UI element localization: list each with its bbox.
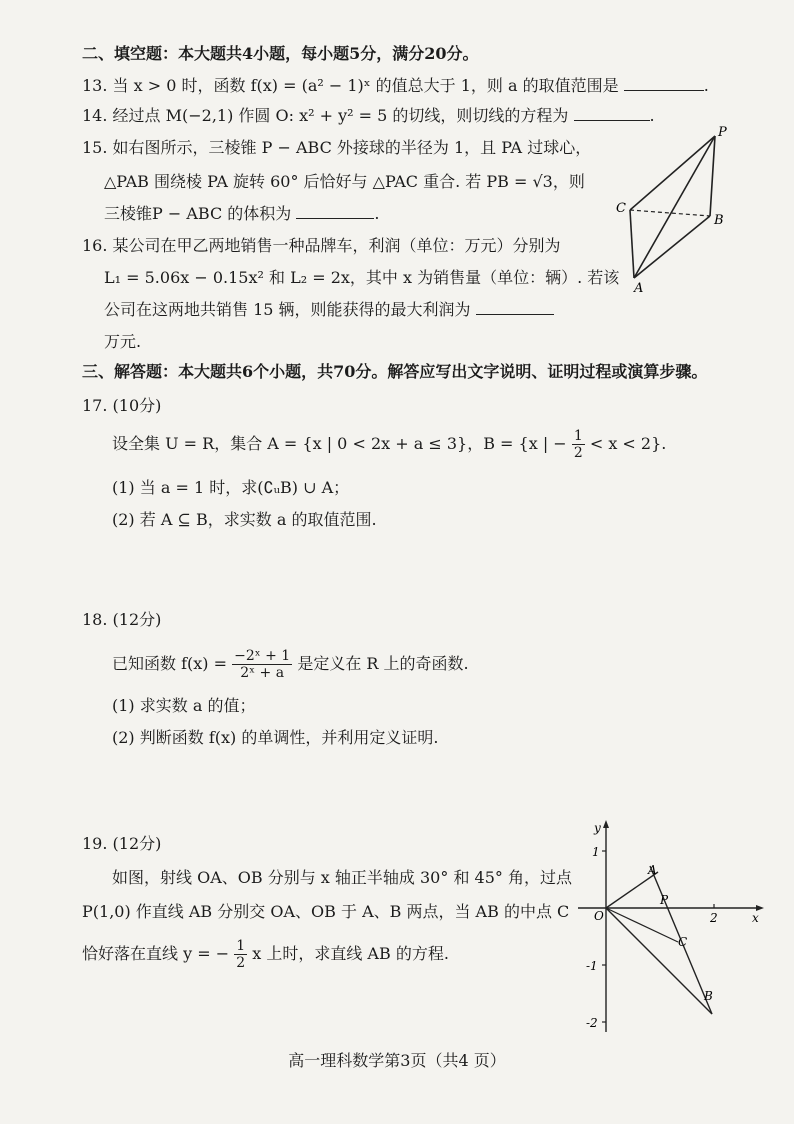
q17-stem-a: 设全集 U = R，集合 A = {x | 0 < 2x + a ≤ 3}，B = {x | − bbox=[112, 434, 567, 453]
q15-line3 bbox=[104, 204, 379, 224]
ray-OA bbox=[606, 872, 658, 908]
figure-q15-tetrahedron bbox=[600, 120, 750, 300]
q19-line2: P(1,0) 作直线 AB 分别交 OA、OB 于 A、B 两点，当 AB 的中点 C bbox=[82, 902, 570, 921]
q18-fraction bbox=[232, 648, 292, 681]
q16-line3-text: 公司在这两地共销售 15 辆，则能获得的最大利润为 bbox=[104, 300, 471, 319]
label-tick-2: 2 bbox=[710, 911, 718, 925]
q14-end: . bbox=[649, 106, 655, 125]
page-footer: 高一理科数学第3页（共4 页） bbox=[288, 1051, 506, 1070]
question-14 bbox=[82, 106, 655, 126]
q19-line3-b: x 上时，求直线 AB 的方程. bbox=[252, 944, 449, 963]
label-x-axis: x bbox=[752, 911, 759, 925]
q19-fraction bbox=[234, 938, 247, 971]
question-13 bbox=[82, 76, 709, 96]
q18-frac-num: −2ˣ + 1 bbox=[234, 648, 291, 664]
q19-title: 19. (12分) bbox=[82, 834, 162, 853]
q19-line3 bbox=[82, 938, 449, 971]
q13-end: . bbox=[703, 76, 709, 95]
label-point-A: A bbox=[648, 863, 657, 877]
q18-frac-den: 2ˣ + a bbox=[240, 665, 285, 681]
q15-line2: △PAB 围绕棱 PA 旋转 60° 后恰好与 △PAC 重合. 若 PB = √3，则 bbox=[104, 172, 585, 191]
q14-text: 14. 经过点 M(−2,1) 作圆 O: x² + y² = 5 的切线，则切线的方程为 bbox=[82, 106, 569, 125]
edge-BA bbox=[634, 216, 710, 278]
q16-line4: 万元. bbox=[104, 332, 142, 351]
q19-frac-den: 2 bbox=[236, 955, 246, 971]
edge-PB bbox=[710, 136, 715, 216]
q13-text: 13. 当 x > 0 时，函数 f(x) = (a² − 1)ˣ 的值总大于 1，则 a 的取值范围是 bbox=[82, 76, 619, 95]
label-C: C bbox=[616, 201, 626, 216]
q17-frac-num: 1 bbox=[573, 428, 583, 444]
label-origin: O bbox=[594, 909, 604, 923]
q17-stem-b: < x < 2}. bbox=[589, 434, 667, 453]
q16-line2: L₁ = 5.06x − 0.15x² 和 L₂ = 2x，其中 x 为销售量（单位：辆）. 若该 bbox=[104, 268, 620, 287]
q17-stem bbox=[112, 428, 666, 461]
label-y-axis: y bbox=[594, 821, 601, 835]
label-tick-1: 1 bbox=[592, 845, 600, 859]
q16-line1: 16. 某公司在甲乙两地销售一种品牌车，利润（单位：万元）分别为 bbox=[82, 236, 561, 255]
label-B: B bbox=[714, 213, 724, 228]
y-axis-arrow bbox=[603, 820, 609, 828]
q15-end: . bbox=[374, 204, 380, 223]
q14-answer-blank[interactable] bbox=[574, 106, 650, 121]
edge-PC bbox=[630, 136, 715, 210]
q17-title: 17. (10分) bbox=[82, 396, 162, 415]
q17-part1: (1) 当 a = 1 时，求(∁ᵤB) ∪ A； bbox=[112, 478, 350, 497]
q17-frac-den: 2 bbox=[573, 445, 583, 461]
label-point-P: P bbox=[660, 893, 669, 907]
ray-OB bbox=[606, 908, 712, 1014]
q17-fraction bbox=[572, 428, 585, 461]
edge-CA bbox=[630, 210, 634, 278]
label-tick-neg2: -2 bbox=[586, 1016, 598, 1030]
q18-stem-b: 是定义在 R 上的奇函数. bbox=[297, 654, 469, 673]
label-point-B: B bbox=[704, 989, 713, 1003]
label-P: P bbox=[718, 125, 727, 140]
q18-part1: (1) 求实数 a 的值； bbox=[112, 696, 256, 715]
q19-line1: 如图，射线 OA、OB 分别与 x 轴正半轴成 30° 和 45° 角，过点 bbox=[112, 868, 572, 887]
q15-answer-blank[interactable] bbox=[296, 204, 374, 219]
q16-line3 bbox=[104, 300, 554, 320]
label-A: A bbox=[634, 281, 644, 296]
figure-q19-coordinate-plane bbox=[574, 818, 766, 1038]
q18-stem bbox=[112, 648, 469, 681]
q18-stem-a: 已知函数 f(x) = bbox=[112, 654, 228, 673]
label-point-C: C bbox=[678, 935, 688, 949]
q18-title: 18. (12分) bbox=[82, 610, 162, 629]
q17-part2: (2) 若 A ⊆ B，求实数 a 的取值范围. bbox=[112, 510, 377, 529]
q16-answer-blank[interactable] bbox=[476, 300, 554, 315]
q19-frac-num: 1 bbox=[236, 938, 246, 954]
line-OC bbox=[606, 908, 678, 942]
q15-line3-text: 三棱锥P − ABC 的体积为 bbox=[104, 204, 292, 223]
section3-heading: 三、解答题：本大题共6个小题，共70分。解答应写出文字说明、证明过程或演算步骤。 bbox=[82, 362, 708, 381]
q13-answer-blank[interactable] bbox=[624, 76, 704, 91]
q15-line1: 15. 如右图所示，三棱锥 P − ABC 外接球的半径为 1，且 PA 过球心， bbox=[82, 138, 592, 157]
label-tick-neg1: -1 bbox=[586, 959, 598, 973]
edge-PA bbox=[634, 136, 715, 278]
section2-heading: 二、填空题：本大题共4小题，每小题5分，满分20分。 bbox=[82, 44, 479, 63]
q19-line3-a: 恰好落在直线 y = − bbox=[82, 944, 230, 963]
q18-part2: (2) 判断函数 f(x) 的单调性，并利用定义证明. bbox=[112, 728, 439, 747]
